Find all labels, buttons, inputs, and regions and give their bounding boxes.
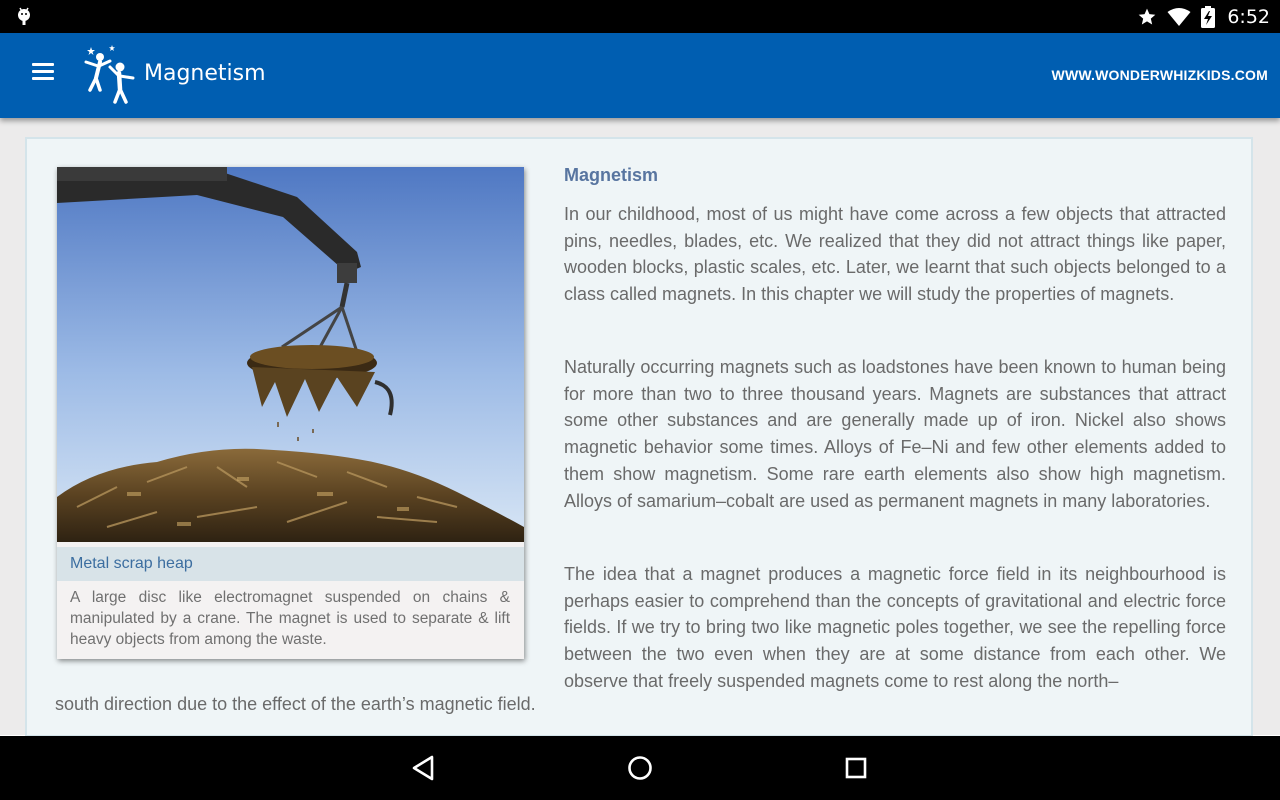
caption-text: A large disc like electromagnet suspended on chains & manipulated by a crane. The magnet is used to separate & lift heavy objects from among the waste. (70, 589, 510, 648)
status-time: 6:52 (1227, 5, 1270, 28)
article-paragraph: In our childhood, most of us might have come across a few objects that attracted pins, needles, blades, etc. We realized that they did not attract things like paper, wooden blocks, plastic scales, etc. Later, we learnt that such objects belonged to a class called magnets. In this chapter we will study the properties of magnets. (564, 204, 1226, 305)
kids-logo-icon (78, 45, 140, 105)
article-paragraph: Naturally occurring magnets such as loadstones have been known to human being for more than two to three thousand years. Magnets are substances that attract some other substances and are generally made up of iron. Nickel also shows magnetic behavior some times. Alloys of Fe–Ni and few other elements added to them show magnetism. Some rare earth elements also show high magnetism. Alloys of samarium–cobalt are used as permanent magnets in many laboratories. (564, 357, 1226, 511)
navigation-bar (0, 736, 1280, 800)
back-icon[interactable] (408, 752, 440, 784)
article-paragraph-continuation: south direction due to the effect of the earth’s magnetic field. (55, 694, 536, 714)
figure-card (57, 167, 524, 659)
home-icon[interactable] (624, 752, 656, 784)
status-bar (0, 0, 1280, 33)
article-card (25, 137, 1253, 737)
article-title: Magnetism (564, 165, 659, 185)
website-link[interactable]: WWW.WONDERWHIZKIDS.COM (1051, 67, 1268, 83)
app-title: Magnetism (144, 61, 266, 86)
android-icon (14, 6, 34, 26)
star-icon (1137, 7, 1157, 27)
article-paragraph: The idea that a magnet produces a magnetic force field in its neighbourhood is perhaps easier to comprehend than the concepts of gravitational and electric force fields. If we try to bring two like magnetic poles together, we see the repelling force between the two even when they are at some distance from each other. We observe that freely suspended magnets come to rest along the north– (564, 564, 1226, 691)
wifi-icon (1167, 7, 1191, 27)
menu-icon[interactable] (32, 63, 54, 85)
battery-charging-icon (1201, 6, 1215, 28)
crane-electromagnet-scrap-photo (57, 167, 524, 542)
recents-icon[interactable] (840, 752, 872, 784)
app-bar (0, 33, 1280, 118)
caption-title: Metal scrap heap (57, 547, 524, 581)
